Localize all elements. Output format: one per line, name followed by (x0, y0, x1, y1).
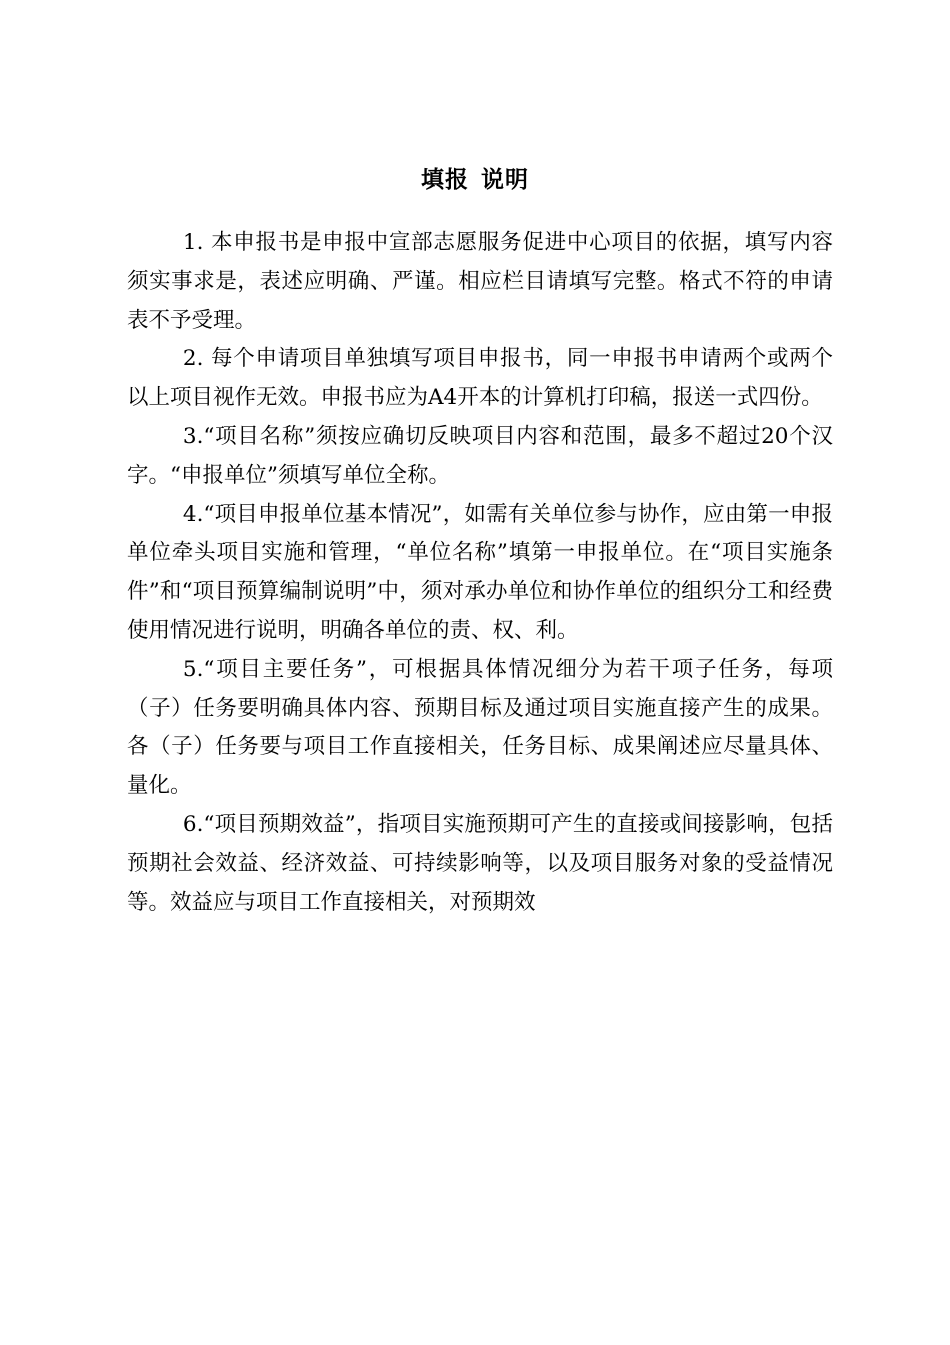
title-part-1: 填报 (421, 166, 469, 193)
instruction-paragraph-5: 5.“项目主要任务”，可根据具体情况细分为若干项子任务，每项（子）任务要明确具体内容、预期目标及通过项目实施直接产生的成果。各（子）任务要与项目工作直接相关，任务目标、成果阐述应尽量具体、量化。 (127, 656, 833, 799)
title-part-2: 说明 (481, 166, 529, 193)
instructions-body (127, 224, 833, 922)
page-title (0, 165, 950, 195)
instruction-paragraph-1: 1. 本申报书是申报中宣部志愿服务促进中心项目的依据，填写内容须实事求是，表述应明确、严谨。相应栏目请填写完整。格式不符的申请表不予受理。 (127, 230, 833, 333)
instruction-paragraph-4: 4.“项目申报单位基本情况”，如需有关单位参与协作，应由第一申报单位牵头项目实施和管理，“单位名称”填第一申报单位。在“项目实施条件”和“项目预算编制说明”中，须对承办单位和协作单位的组织分工和经费使用情况进行说明，明确各单位的责、权、利。 (127, 501, 833, 643)
instruction-paragraph-6: 6.“项目预期效益”，指项目实施预期可产生的直接或间接影响，包括预期社会效益、经济效益、可持续影响等，以及项目服务对象的受益情况等。效益应与项目工作直接相关，对预期效 (127, 811, 833, 915)
instruction-paragraph-3: 3.“项目名称”须按应确切反映项目内容和范围，最多不超过20个汉字。“申报单位”须填写单位全称。 (127, 423, 833, 488)
instruction-paragraph-2: 2. 每个申请项目单独填写项目申报书，同一申报书申请两个或两个以上项目视作无效。申报书应为A4开本的计算机打印稿，报送一式四份。 (127, 346, 833, 411)
